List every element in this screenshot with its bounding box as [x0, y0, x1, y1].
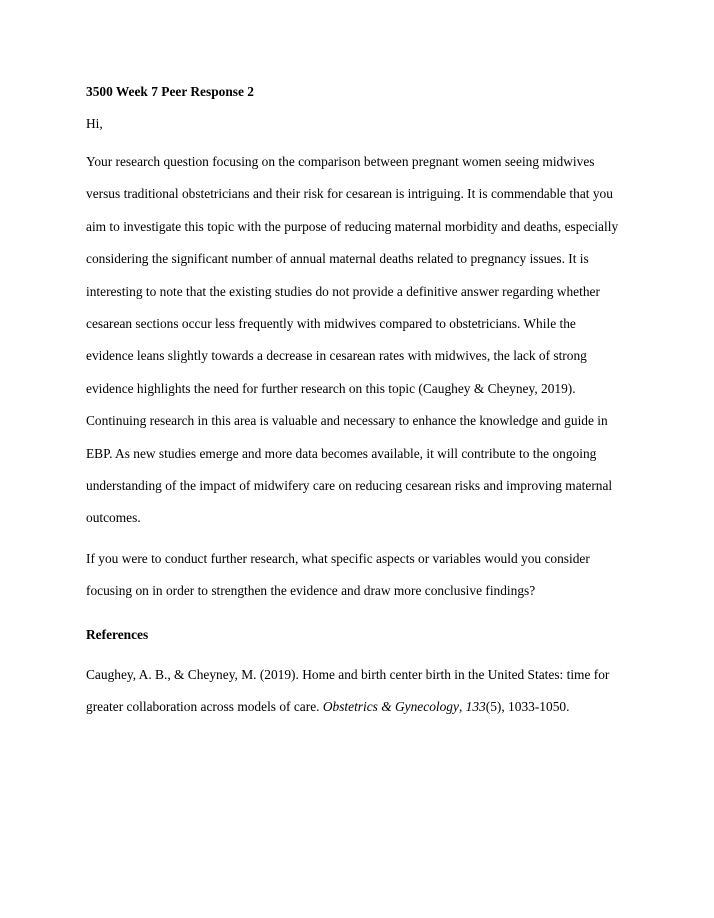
body-paragraph-1: Your research question focusing on the comparison between pregnant women seeing midwives versus traditional obstetricians and their risk for cesarean is intriguing. It is commendable that you aim to investigate this topic with the purpose of reducing maternal morbidity and deaths, especially considering the significant number of annual maternal deaths related to pregnancy issues. It is interesting to note that the existing studies do not provide a definitive answer regarding whether cesarean sections occur less frequently with midwives compared to obstetricians. While the evidence leans slightly towards a decrease in cesarean rates with midwives, the lack of strong evidence highlights the need for further research on this topic (Caughey & Cheyney, 2019). Continuing research in this area is valuable and necessary to enhance the knowledge and guide in EBP. As new studies emerge and more data becomes available, it will contribute to the ongoing understanding of the impact of midwifery care on reducing cesarean risks and improving maternal outcomes.	[86, 154, 619, 526]
references-heading: References	[86, 626, 149, 642]
reference-tail: (5), 1033-1050.	[485, 699, 570, 715]
document-title: 3500 Week 7 Peer Response 2	[86, 84, 254, 99]
reference-lead: Caughey, A. B., & Cheyney, M. (2019). Home and birth center birth in the United States: time for greater collaboration across models of care.	[86, 666, 610, 715]
body-paragraph-2: If you were to conduct further research, what specific aspects or variables would you consider focusing on in order to strengthen the evidence and draw more conclusive findings?	[86, 550, 590, 599]
reference-separator: ,	[458, 699, 466, 715]
reference-journal: Obstetrics & Gynecology	[322, 699, 459, 715]
greeting: Hi,	[86, 116, 103, 131]
reference-volume: 133	[465, 699, 486, 715]
document-page	[86, 82, 626, 724]
reference-entry	[86, 659, 626, 724]
